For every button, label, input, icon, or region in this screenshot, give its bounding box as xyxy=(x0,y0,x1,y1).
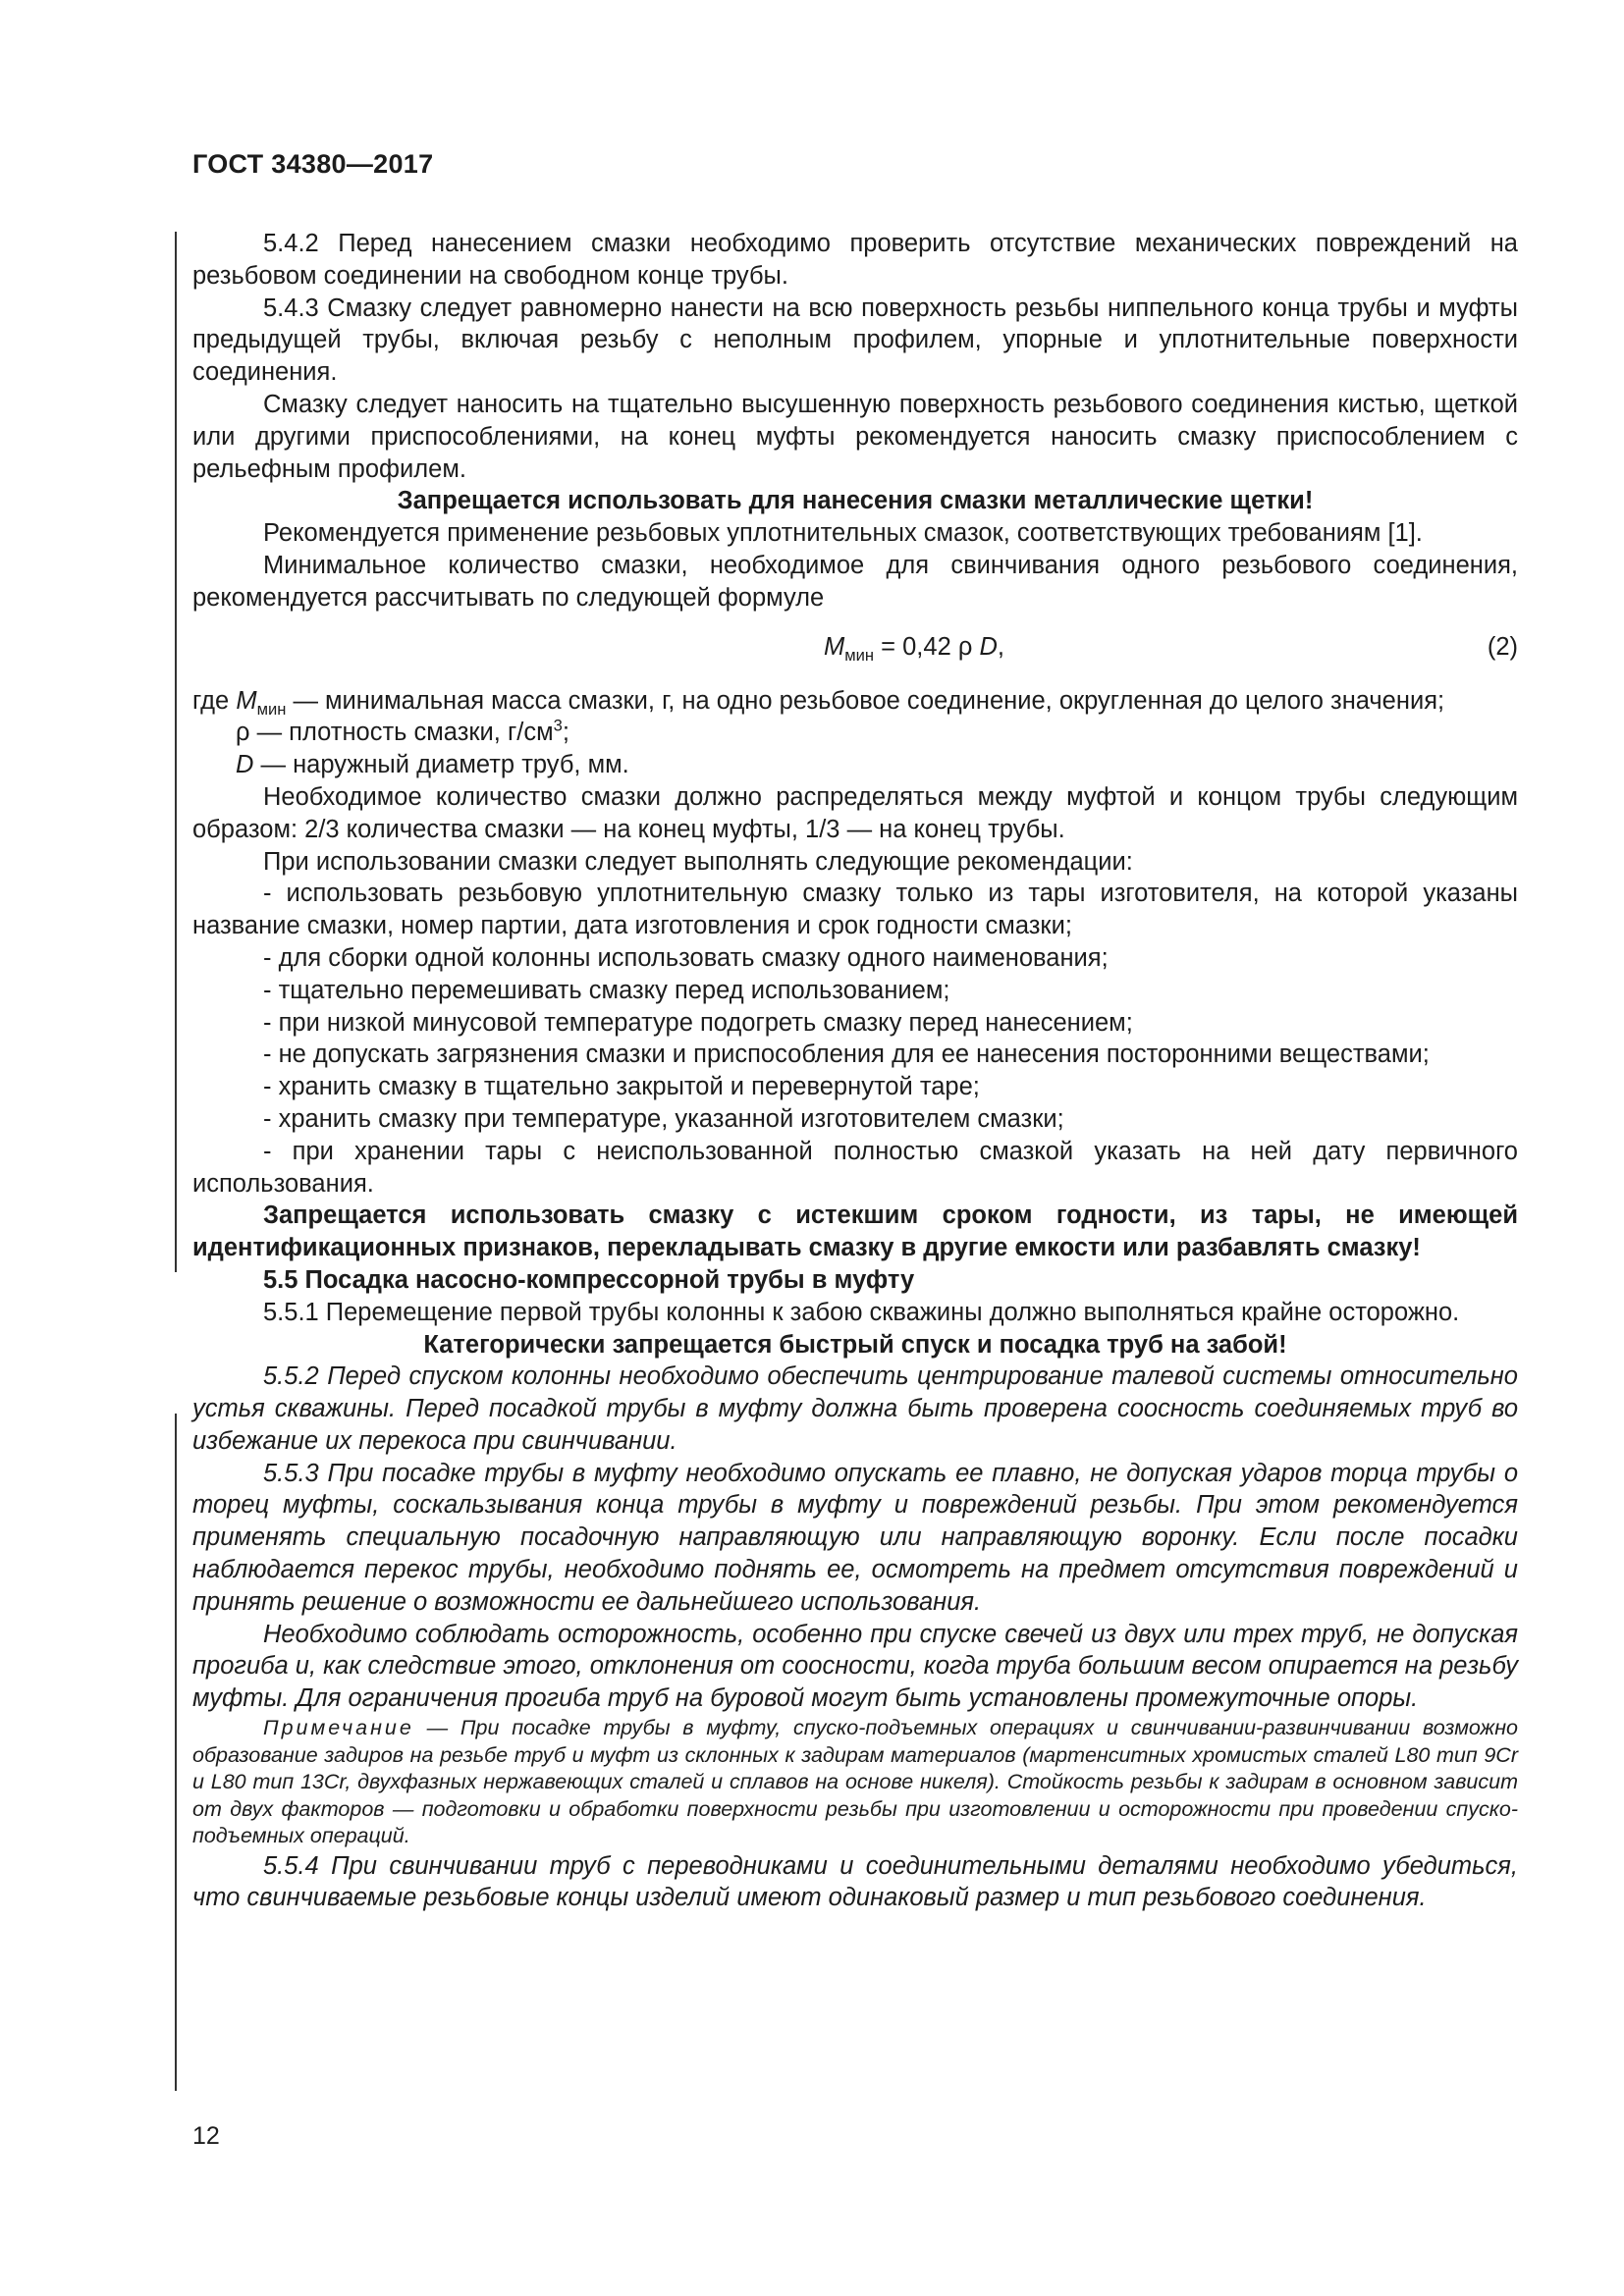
paragraph-5-5-2: 5.5.2 Перед спуском колонны необходимо обеспечить центрирование талевой системы относительно устья скважины. Перед посадкой трубы в муфту должна быть проверена соосность соединяемых труб во избежание их перекоса при свинчивании. xyxy=(192,1362,1518,1455)
paragraph-min-amount: Минимальное количество смазки, необходимое для свинчивания одного резьбового соединения, рекомендуется рассчитывать по следующей формуле xyxy=(192,551,1518,612)
paragraph-5-5-4: 5.5.4 При свинчивании труб с переводниками и соединительными деталями необходимо убедиться, что свинчиваемые резьбовые концы изделий имеют одинаковый размер и тип резьбового соединения. xyxy=(192,1851,1518,1912)
list-item: - при хранении тары с неиспользованной полностью смазкой указать на ней дату первичного использования. xyxy=(192,1137,1518,1198)
formula-d: D xyxy=(979,632,998,661)
formula-expression xyxy=(824,624,1004,669)
warning-fast-descent: Категорически запрещается быстрый спуск и посадка труб на забой! xyxy=(423,1330,1287,1359)
section-5-5-title: 5.5 Посадка насосно-компрессорной трубы в муфту xyxy=(263,1265,915,1294)
formula-2 xyxy=(192,624,1518,677)
paragraph-5-5-3: 5.5.3 При посадке трубы в муфту необходимо опускать ее плавно, не допуская ударов торца трубы о торец муфты, соскальзывания конца трубы в муфту и повреждений резьбы. При этом рекомендуется применять специальную посадочную направляющую или направляющую воронку. Если после посадки наблюдается перекос трубы, необходимо поднять ее, осмотреть на предмет отсутствия повреждений и принять решение о возможности ее дальнейшего использования. xyxy=(192,1459,1518,1616)
formula-legend xyxy=(192,685,1518,781)
paragraph-5-4-3: 5.4.3 Смазку следует равномерно нанести на всю поверхность резьбы ниппельного конца трубы и муфты предыдущей трубы, включая резьбу с неполным профилем, упорные и уплотнительные поверхности соединения. xyxy=(192,294,1518,387)
note-text: — При посадке трубы в муфту, спуско-подъемных операциях и свинчивании-развинчивании возможно образование задиров на резьбе труб и муфт из склонных к задирам материалов (мартенситных хромистых сталей L80 тип 9Cr и L80 тип 13Cr, двухфазных нержавеющих сталей и сплавов на основе никеля). Стойкость резьбы к задирам в основном зависит от двух факторов — подготовки и обработки поверхности резьбы при изготовлении и осторожности при проведении спуско-подъемных операций. xyxy=(192,1716,1518,1848)
list-item: - использовать резьбовую уплотнительную смазку только из тары изготовителя, на которой указаны название смазки, номер партии, дата изготовления и срок годности смазки; xyxy=(192,880,1518,940)
paragraph-recommend: Рекомендуется применение резьбовых уплотнительных смазок, соответствующих требованиям [1]. xyxy=(263,519,1423,548)
note-label: Примечание xyxy=(263,1716,414,1740)
recommendations-list xyxy=(192,878,1518,1200)
paragraph-distribution: Необходимое количество смазки должно распределяться между муфтой и концом трубы следующим образом: 2/3 количества смазки — на конец муфты, 1/3 — на конец трубы. xyxy=(192,782,1518,843)
formula-var: M xyxy=(824,632,845,661)
change-bar-top xyxy=(175,232,177,1272)
list-item: - при низкой минусовой температуре подогреть смазку перед нанесением; xyxy=(263,1008,1133,1037)
formula-number: (2) xyxy=(1487,632,1518,661)
legend-d: D — наружный диаметр труб, мм. xyxy=(236,751,629,779)
formula-sub: мин xyxy=(844,645,875,665)
paragraph-5-4-2: 5.4.2 Перед нанесением смазки необходимо проверить отсутствие механических повреждений на резьбовом соединении на свободном конце трубы. xyxy=(192,230,1518,290)
page-content xyxy=(192,228,1518,1914)
list-item: - не допускать загрязнения смазки и приспособления для ее нанесения посторонними веществами; xyxy=(263,1041,1430,1069)
change-bar-bottom xyxy=(175,1414,177,2091)
legend-rho: ρ — плотность смазки, $г/см^3$; xyxy=(236,716,569,747)
page-number: 12 xyxy=(192,2122,220,2150)
paragraph-recommendations-intro: При использовании смазки следует выполнять следующие рекомендации: xyxy=(263,847,1133,876)
formula-rhs: = 0,42 xyxy=(874,632,958,661)
paragraph-apply: Смазку следует наносить на тщательно высушенную поверхность резьбового соединения кистью, щеткой или другими приспособлениями, на конец муфты рекомендуется наносить смазку приспособлением с рельефным профилем. xyxy=(192,390,1518,483)
paragraph-5-5-1: 5.5.1 Перемещение первой трубы колонны к забою скважины должно выполняться крайне осторожно. xyxy=(263,1298,1460,1326)
note xyxy=(192,1715,1518,1850)
list-item: - для сборки одной колонны использовать смазку одного наименования; xyxy=(263,943,1109,972)
list-item: - хранить смазку при температуре, указанной изготовителем смазки; xyxy=(263,1104,1064,1133)
paragraph-care: Необходимо соблюдать осторожность, особенно при спуске свечей из двух или трех труб, не допуская прогиба и, как следствие этого, отклонения от соосности, когда труба большим весом опирается на резьбу муфты. Для ограничения прогиба труб на буровой могут быть установлены промежуточные опоры. xyxy=(192,1620,1518,1713)
list-item: - тщательно перемешивать смазку перед использованием; xyxy=(263,976,950,1004)
formula-tail: , xyxy=(997,632,1004,661)
warning-brush: Запрещается использовать для нанесения смазки металлические щетки! xyxy=(397,487,1314,515)
document-header: ГОСТ 34380—2017 xyxy=(192,149,434,179)
legend-m: где $M_{мин}$ — минимальная масса смазки, г, на одно резьбовое соединение, округленная до целого значения; xyxy=(192,686,1445,719)
warning-expired: Запрещается использовать смазку с истекшим сроком годности, из тары, не имеющей идентификационных признаков, перекладывать смазку в другие емкости или разбавлять смазку! xyxy=(192,1201,1518,1262)
list-item: - хранить смазку в тщательно закрытой и перевернутой таре; xyxy=(263,1073,980,1101)
formula-rho: ρ xyxy=(957,632,973,661)
